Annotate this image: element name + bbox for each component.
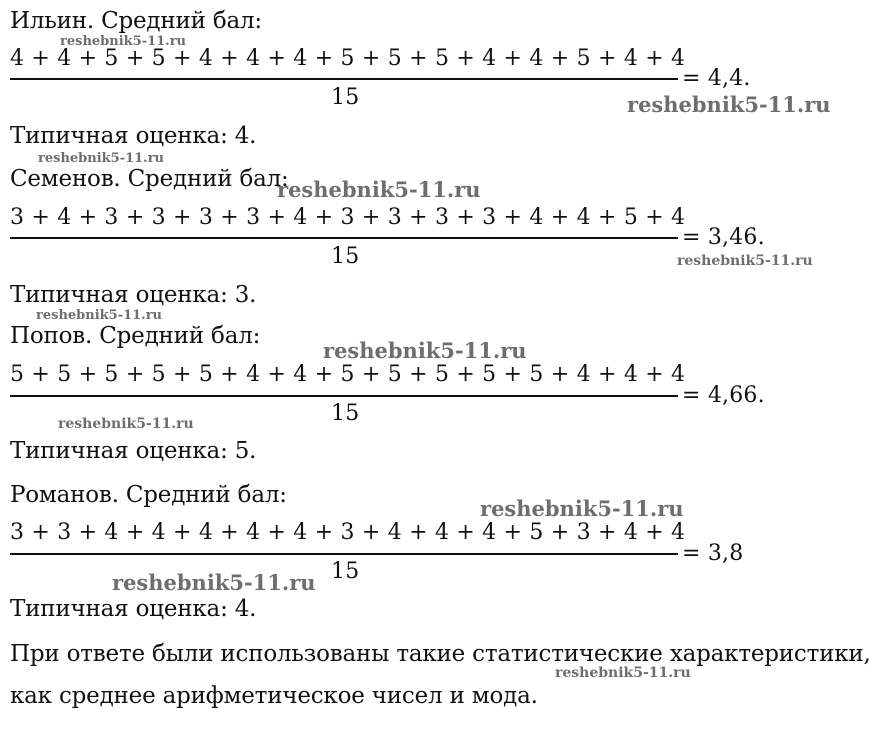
watermark: reshebnik5-11.ru — [555, 665, 691, 681]
conclusion-line-2: как среднее арифметическое чисел и мода. — [10, 683, 538, 709]
popov-typical-grade: Типичная оценка: 5. — [10, 438, 257, 464]
ilin-heading: Ильин. Средний бал: — [10, 8, 262, 34]
watermark: reshebnik5-11.ru — [112, 570, 316, 595]
semenov-numerator: 3 + 4 + 3 + 3 + 3 + 3 + 4 + 3 + 3 + 3 + 3 + 4 + 4 + 5 + 4 — [10, 205, 686, 230]
watermark: reshebnik5-11.ru — [480, 496, 684, 521]
conclusion-line-1: При ответе были использованы такие статистические характеристики, — [10, 641, 871, 667]
ilin-fraction-bar — [10, 78, 678, 80]
romanov-result: = 3,8 — [682, 541, 744, 566]
semenov-result: = 3,46. — [682, 225, 765, 250]
watermark: reshebnik5-11.ru — [36, 308, 163, 323]
romanov-fraction-bar — [10, 553, 678, 555]
romanov-denominator: 15 — [331, 559, 360, 584]
watermark: reshebnik5-11.ru — [677, 253, 813, 269]
semenov-denominator: 15 — [331, 244, 360, 269]
watermark: reshebnik5-11.ru — [58, 416, 194, 432]
ilin-result: = 4,4. — [682, 66, 751, 91]
watermark: reshebnik5-11.ru — [60, 34, 187, 49]
ilin-denominator: 15 — [331, 85, 360, 110]
watermark: reshebnik5-11.ru — [38, 151, 165, 166]
popov-denominator: 15 — [331, 401, 360, 426]
watermark: reshebnik5-11.ru — [277, 177, 481, 202]
semenov-fraction-bar — [10, 237, 678, 239]
semenov-typical-grade: Типичная оценка: 3. — [10, 282, 257, 308]
semenov-heading: Семенов. Средний бал: — [10, 166, 289, 192]
popov-numerator: 5 + 5 + 5 + 5 + 5 + 4 + 4 + 5 + 5 + 5 + 5 + 5 + 4 + 4 + 4 — [10, 362, 686, 387]
watermark: reshebnik5-11.ru — [627, 92, 831, 117]
romanov-typical-grade: Типичная оценка: 4. — [10, 596, 257, 622]
romanov-heading: Романов. Средний бал: — [10, 482, 287, 508]
watermark: reshebnik5-11.ru — [323, 338, 527, 363]
ilin-typical-grade: Типичная оценка: 4. — [10, 123, 257, 149]
popov-fraction-bar — [10, 395, 678, 397]
ilin-numerator: 4 + 4 + 5 + 5 + 4 + 4 + 4 + 5 + 5 + 5 + 4 + 4 + 5 + 4 + 4 — [10, 46, 686, 71]
romanov-numerator: 3 + 3 + 4 + 4 + 4 + 4 + 4 + 3 + 4 + 4 + 4 + 5 + 3 + 4 + 4 — [10, 520, 686, 545]
popov-heading: Попов. Средний бал: — [10, 323, 261, 349]
popov-result: = 4,66. — [682, 383, 765, 408]
